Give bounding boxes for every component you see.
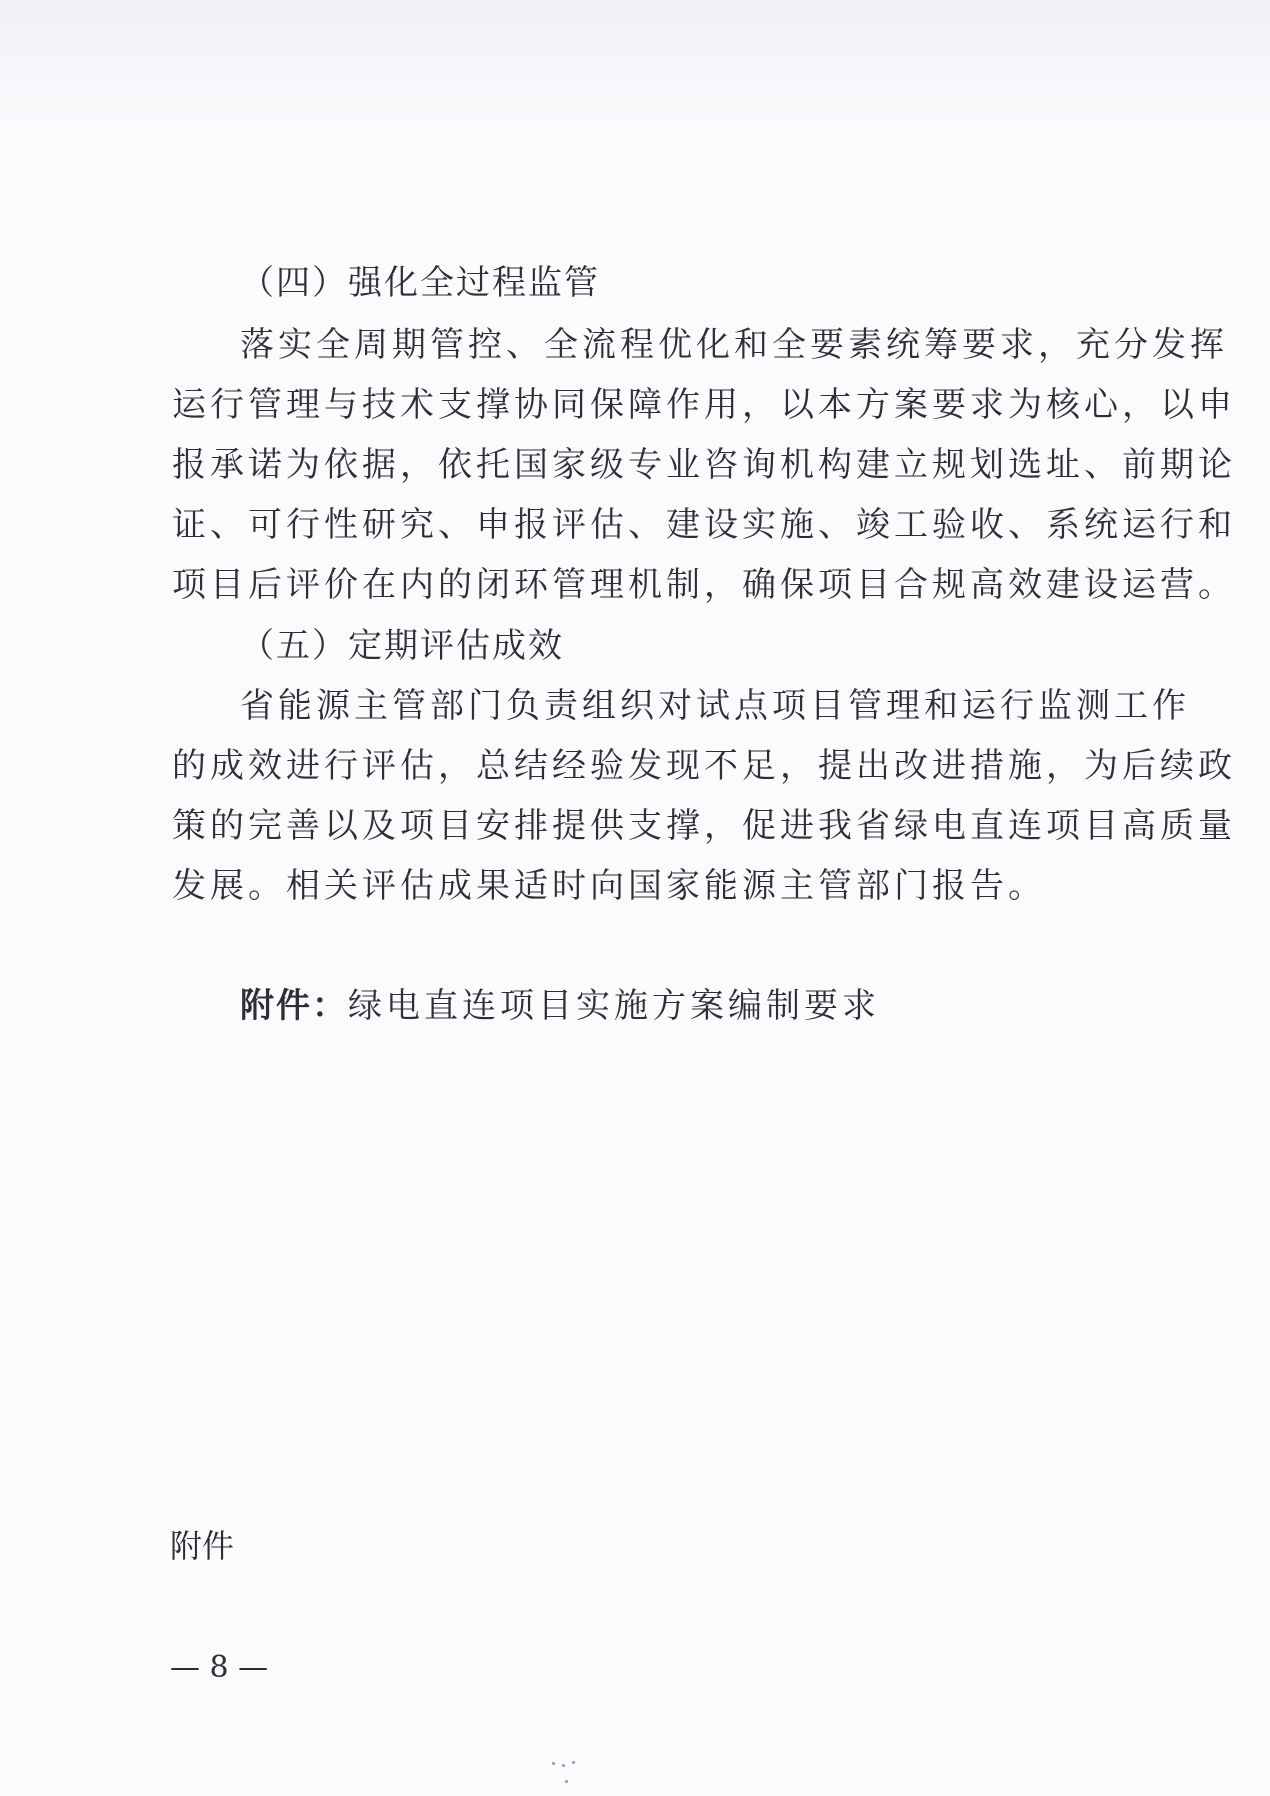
- paragraph-line: 的成效进行评估，总结经验发现不足，提出改进措施，为后续政: [172, 746, 1236, 786]
- scan-speck: [572, 1761, 575, 1764]
- scan-speck: [562, 1764, 565, 1767]
- paragraph-line: 发展。相关评估成果适时向国家能源主管部门报告。: [172, 866, 1046, 906]
- attachment-heading: 附件: [170, 1527, 235, 1565]
- section-heading-4: （四）强化全过程监管: [240, 263, 600, 303]
- attachment-reference: [240, 984, 880, 1028]
- paragraph-line: 运行管理与技术支撑协同保障作用，以本方案要求为核心，以申: [172, 385, 1236, 425]
- paragraph-line: 落实全周期管控、全流程优化和全要素统筹要求，充分发挥: [240, 325, 1228, 365]
- section-heading-5: （五）定期评估成效: [240, 626, 564, 666]
- paragraph-line: 省能源主管部门负责组织对试点项目管理和运行监测工作: [240, 686, 1190, 726]
- paragraph-line: 证、可行性研究、申报评估、建设实施、竣工验收、系统运行和: [172, 505, 1236, 545]
- scan-speck: [552, 1762, 555, 1765]
- attachment-title: 绿电直连项目实施方案编制要求: [348, 986, 880, 1026]
- attachment-label: 附件：: [240, 986, 348, 1026]
- paragraph-line: 项目后评价在内的闭环管理机制，确保项目合规高效建设运营。: [172, 565, 1236, 605]
- scan-speck: [565, 1780, 568, 1783]
- scan-top-shading: [0, 0, 1270, 125]
- paragraph-line: 报承诺为依据，依托国家级专业咨询机构建立规划选址、前期论: [172, 445, 1236, 485]
- page-number: — 8 —: [170, 1650, 269, 1685]
- paragraph-line: 策的完善以及项目安排提供支撑，促进我省绿电直连项目高质量: [172, 806, 1236, 846]
